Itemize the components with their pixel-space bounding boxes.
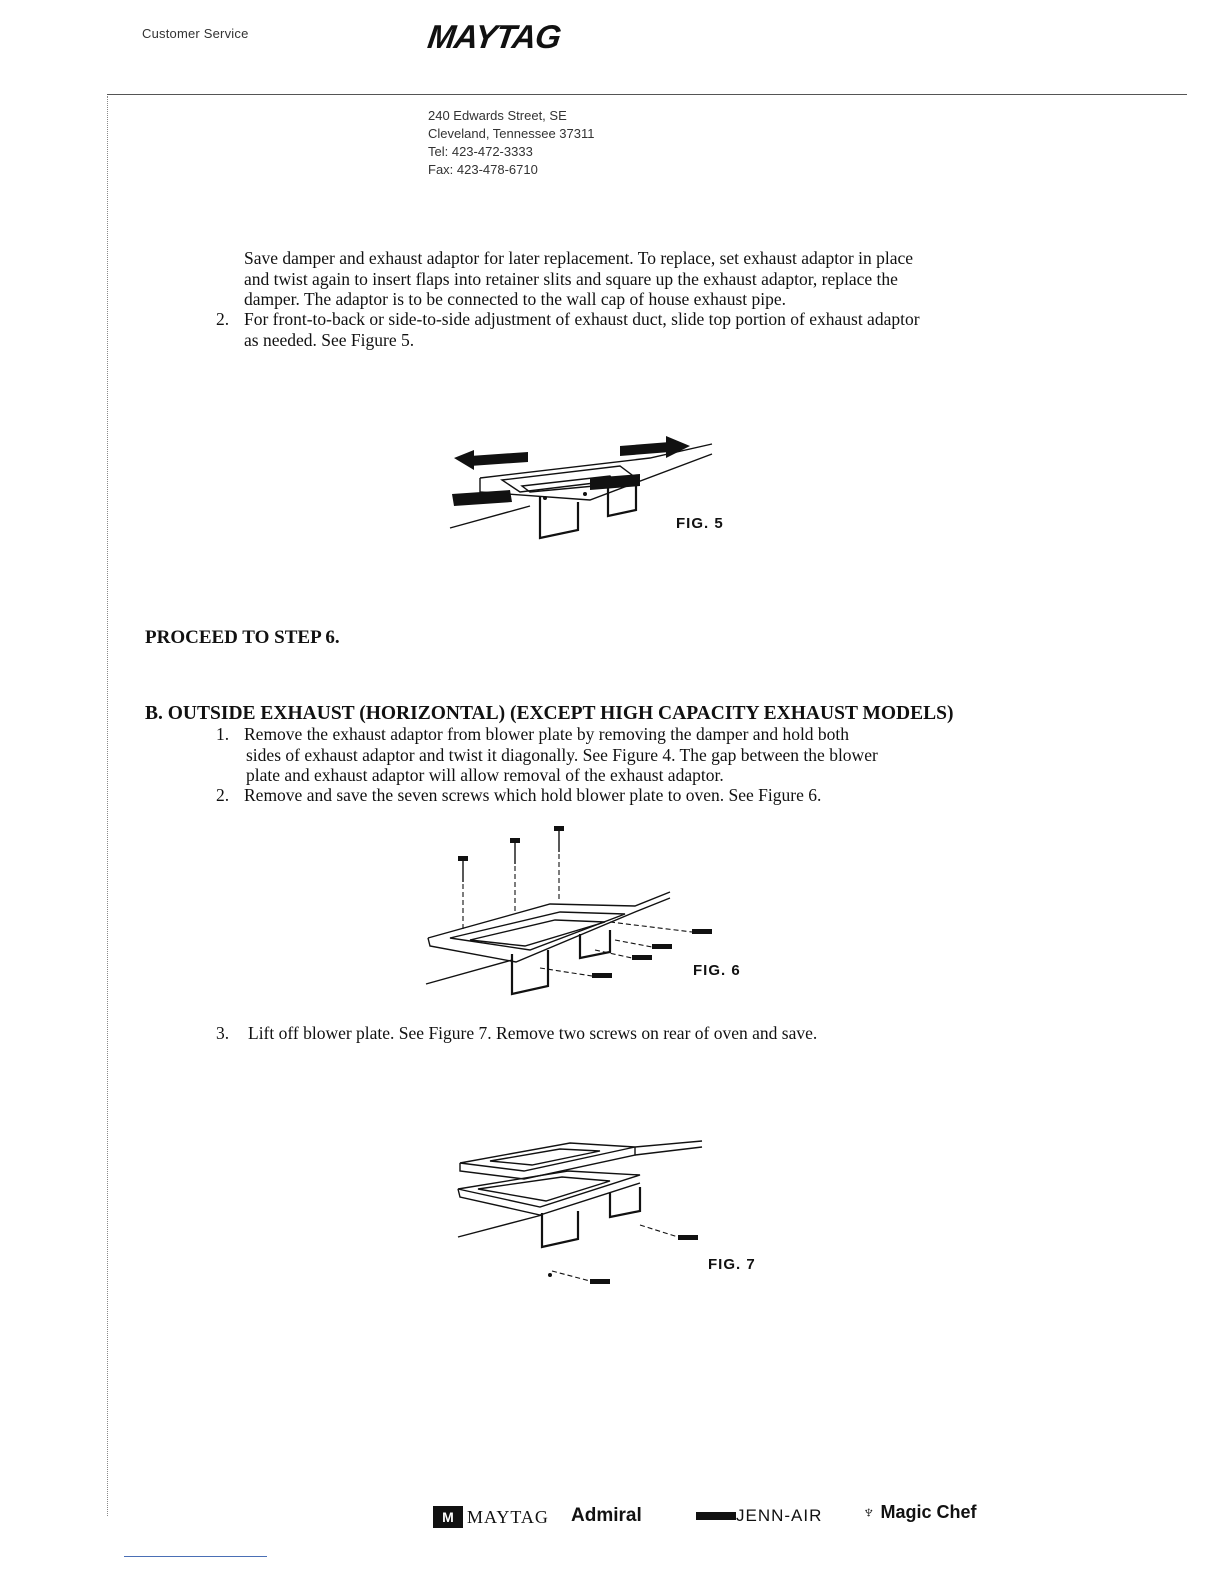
section-b-step-3 (216, 1023, 1076, 1044)
left-margin-rule (107, 96, 108, 1516)
address-fax: Fax: 423-478-6710 (428, 162, 538, 177)
brand-jenn-air-name: JENN-AIR (736, 1506, 823, 1525)
text-line: Save damper and exhaust adaptor for later replacement. To replace, set exhaust adaptor in place (244, 248, 913, 268)
brand-maytag-name: MAYTAG (467, 1506, 549, 1527)
section-b-step-1 (216, 724, 1076, 786)
address-block (428, 107, 594, 179)
maytag-badge-icon: M (433, 1506, 463, 1528)
maytag-logo: MAYTAG (425, 18, 563, 55)
step-number: 2. (216, 309, 230, 329)
brand-admiral (571, 1505, 642, 1527)
text-line: Lift off blower plate. See Figure 7. Remove two screws on rear of oven and save. (248, 1023, 818, 1043)
figure-7-label: FIG. 7 (708, 1256, 756, 1273)
screw-icon (458, 856, 468, 932)
screw-icon (510, 838, 520, 914)
text-line: plate and exhaust adaptor will allow removal of the exhaust adaptor. (246, 765, 724, 785)
text-line: For front-to-back or side-to-side adjustment of exhaust duct, slide top portion of exhaust adaptor (244, 309, 920, 329)
brand-magic-chef (862, 1502, 977, 1523)
section-a-continuation (244, 248, 1064, 310)
section-b-step-2 (216, 785, 1076, 806)
text-line: Remove and save the seven screws which hold blower plate to oven. See Figure 6. (244, 785, 822, 805)
jenn-air-bar-icon (696, 1512, 736, 1520)
address-tel: Tel: 423-472-3333 (428, 144, 533, 159)
text-line: Remove the exhaust adaptor from blower plate by removing the damper and hold both (244, 724, 850, 744)
step-number: 2. (216, 785, 230, 805)
section-a-step-2 (216, 309, 1066, 350)
screw-icon (554, 826, 564, 902)
text-line: and twist again to insert flaps into retainer slits and square up the exhaust adaptor, replace the (244, 268, 898, 289)
brand-maytag (433, 1504, 549, 1530)
figure-6-label: FIG. 6 (693, 962, 741, 979)
proceed-to-step-6: PROCEED TO STEP 6. (145, 627, 340, 648)
corner-rule (124, 1556, 267, 1557)
chef-hat-icon: ♆ (862, 1502, 876, 1522)
screw-icon (592, 973, 612, 978)
brand-magic-chef-name: Magic Chef (880, 1502, 977, 1522)
screw-icon (692, 929, 712, 934)
figure-6-illustration (420, 822, 740, 1002)
figure-5-label: FIG. 5 (676, 515, 724, 532)
figure-7-illustration (450, 1125, 730, 1295)
text-line: damper. The adaptor is to be connected to the wall cap of house exhaust pipe. (244, 289, 787, 309)
step-number: 3. (216, 1023, 230, 1043)
screw-icon (652, 944, 672, 949)
step-number: 1. (216, 724, 230, 744)
header-rule (107, 94, 1187, 95)
screw-icon (590, 1279, 610, 1284)
brand-admiral-name: Admiral (571, 1505, 642, 1526)
screw-icon (632, 955, 652, 960)
screw-icon (678, 1235, 698, 1240)
address-street: 240 Edwards Street, SE (428, 108, 567, 123)
brand-jenn-air (696, 1506, 822, 1526)
section-b-heading: B. OUTSIDE EXHAUST (HORIZONTAL) (EXCEPT HIGH CAPACITY EXHAUST MODELS) (145, 703, 954, 724)
address-city: Cleveland, Tennessee 37311 (428, 126, 595, 141)
customer-service-label: Customer Service (142, 26, 249, 41)
text-line: sides of exhaust adaptor and twist it diagonally. See Figure 4. The gap between the blower (246, 744, 878, 765)
text-line: as needed. See Figure 5. (244, 329, 415, 350)
